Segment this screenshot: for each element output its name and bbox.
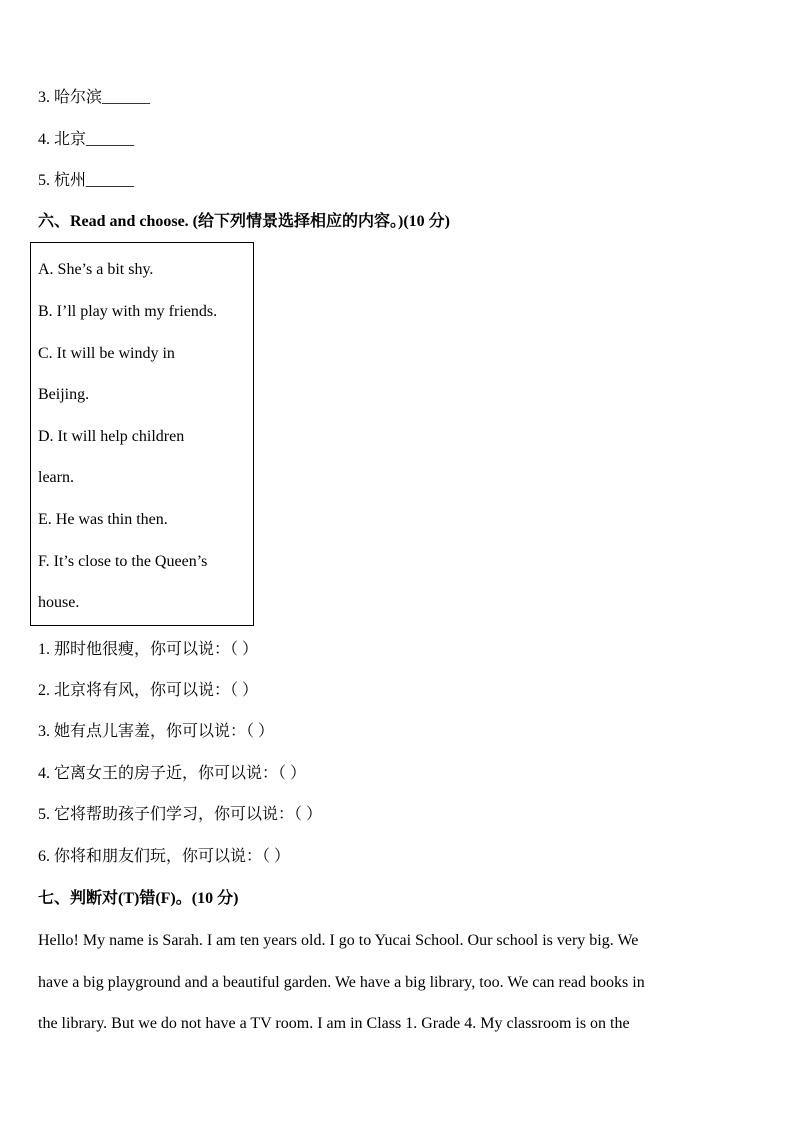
options-box xyxy=(30,242,254,626)
option-f-line1: F. It’s close to the Queen’s xyxy=(38,553,208,570)
fill-item-3: 3. 哈尔滨______ xyxy=(38,89,151,106)
option-e: E. He was thin then. xyxy=(38,511,168,528)
question-3: 3. 她有点儿害羞，你可以说：（ ） xyxy=(38,723,275,740)
section7-title: 七、判断对(T)错(F)。(10 分) xyxy=(38,890,239,907)
option-d-line2: learn. xyxy=(38,469,74,486)
fill-item-5: 5. 杭州______ xyxy=(38,172,135,189)
question-1: 1. 那时他很瘦，你可以说：（ ） xyxy=(38,641,259,658)
option-a: A. She’s a bit shy. xyxy=(38,261,154,278)
option-b: B. I’ll play with my friends. xyxy=(38,303,218,320)
option-d-line1: D. It will help children xyxy=(38,428,185,445)
section6-title: 六、Read and choose. (给下列情景选择相应的内容。)(10 分) xyxy=(38,213,450,230)
question-6: 6. 你将和朋友们玩，你可以说：（ ） xyxy=(38,848,291,865)
passage-line-3: the library. But we do not have a TV room. I am in Class 1. Grade 4. My classroom is on the xyxy=(38,1015,630,1032)
passage-line-1: Hello! My name is Sarah. I am ten years old. I go to Yucai School. Our school is very big. We xyxy=(38,932,639,949)
question-5: 5. 它将帮助孩子们学习，你可以说：（ ） xyxy=(38,806,323,823)
option-c-line2: Beijing. xyxy=(38,386,90,403)
fill-item-4: 4. 北京______ xyxy=(38,131,135,148)
option-f-line2: house. xyxy=(38,594,80,611)
passage-line-2: have a big playground and a beautiful garden. We have a big library, too. We can read books in xyxy=(38,974,645,991)
question-4: 4. 它离女王的房子近，你可以说：（ ） xyxy=(38,765,307,782)
question-2: 2. 北京将有风，你可以说：（ ） xyxy=(38,682,259,699)
option-c-line1: C. It will be windy in xyxy=(38,345,175,362)
